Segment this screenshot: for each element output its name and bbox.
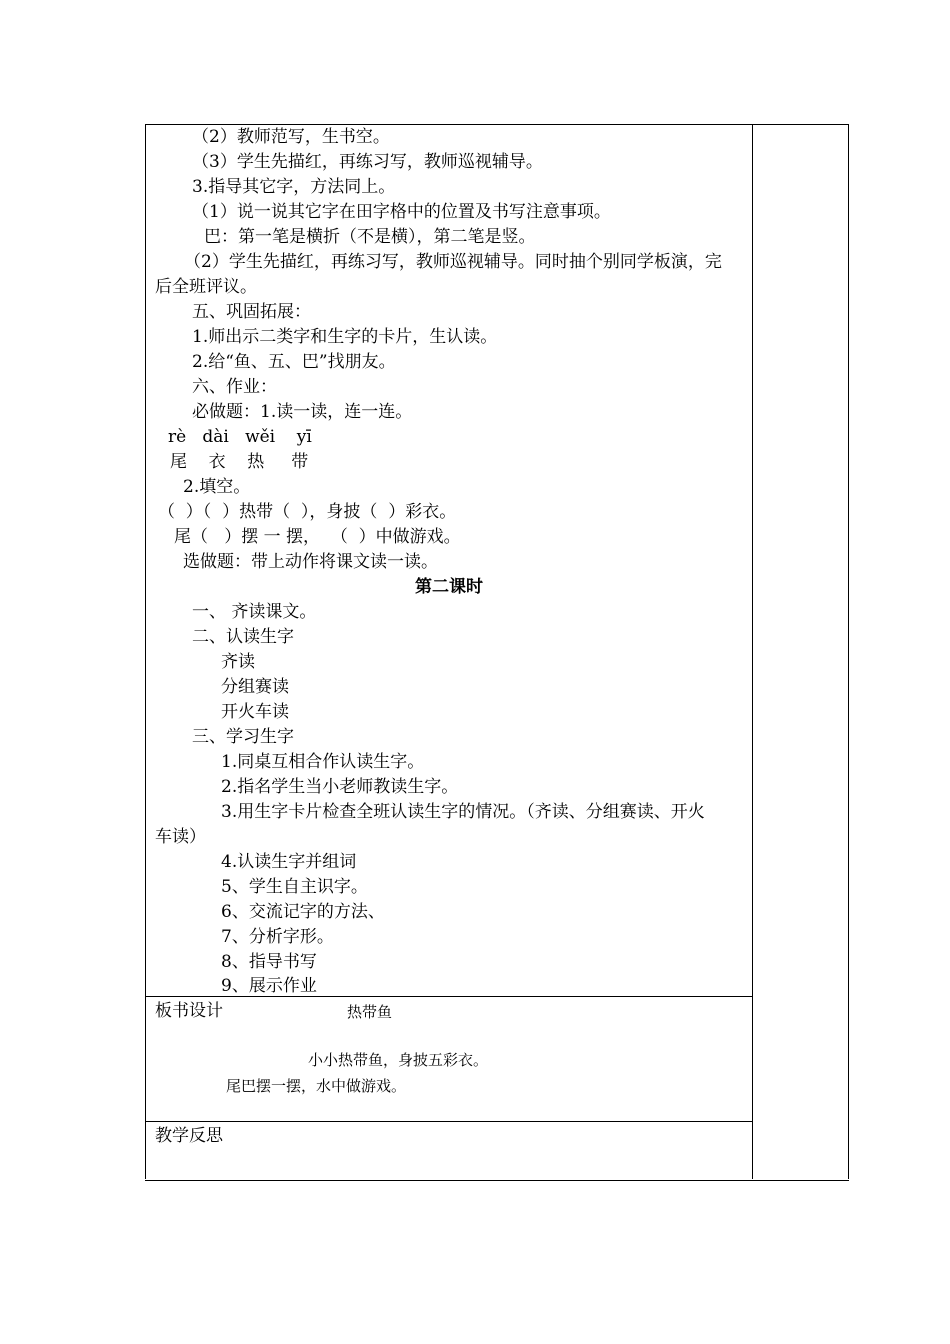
lesson-line: 2.指名学生当小老师教读生字。 [221, 777, 459, 797]
reflection-label: 教学反思 [155, 1126, 223, 1146]
row-divider-reflection [145, 1121, 753, 1122]
lesson-line: 分组赛读 [221, 677, 289, 697]
lesson-line: 选做题：带上动作将课文读一读。 [183, 552, 438, 572]
lesson-line: 1.同桌互相合作认读生字。 [221, 752, 425, 772]
lesson-line: 必做题：1.读一读，连一连。 [192, 402, 413, 422]
board-design-label: 板书设计 [155, 1001, 223, 1021]
board-line: 小小热带鱼，身披五彩衣。 [308, 1051, 489, 1069]
lesson-line: （1）说一说其它字在田字格中的位置及书写注意事项。 [192, 202, 611, 222]
lesson-line: 巴：第一笔是横折（不是横），第二笔是竖。 [204, 227, 536, 247]
section-heading: 二、认读生字 [192, 627, 294, 647]
fill-blank-line: （ ）（ ）热带（ ），身披（ ）彩衣。 [158, 502, 457, 522]
lesson-line: 8、指导书写 [221, 952, 317, 972]
lesson-line: （2）教师范写，生书空。 [192, 127, 390, 147]
lesson-line: 车读） [155, 827, 206, 847]
lesson-line: 1.师出示二类字和生字的卡片，生认读。 [192, 327, 498, 347]
board-title: 热带鱼 [347, 1003, 393, 1021]
lesson-line: 2.给“鱼、五、巴”找朋友。 [192, 352, 396, 372]
lesson-line: 5、学生自主识字。 [221, 877, 368, 897]
lesson-line: 7、分析字形。 [221, 927, 334, 947]
section-heading: 一、 齐读课文。 [192, 602, 317, 622]
section-heading: 六、作业： [192, 377, 277, 397]
character-row: 尾 衣 热 带 [170, 452, 309, 472]
lesson-line: 2.填空。 [183, 477, 251, 497]
lesson-line: （3）学生先描红，再练习写，教师巡视辅导。 [192, 152, 543, 172]
lesson-line: 齐读 [221, 652, 255, 672]
lesson-line: 6、交流记字的方法、 [221, 902, 385, 922]
table-border-right [848, 124, 849, 1179]
lesson-line: 9、展示作业 [221, 976, 317, 996]
lesson-line: 后全班评议。 [155, 277, 257, 297]
fill-blank-line: 尾（ ）摆 一 摆， （ ）中做游戏。 [174, 527, 461, 547]
lesson-line: （2）学生先描红，再练习写，教师巡视辅导。同时抽个别同学板演，完 [184, 252, 722, 272]
lesson-line: 4.认读生字并组词 [221, 852, 357, 872]
section-title: 第二课时 [415, 577, 483, 597]
lesson-line: 开火车读 [221, 702, 289, 722]
lesson-line: 3.用生字卡片检查全班认读生字的情况。（齐读、分组赛读、开火 [221, 802, 705, 822]
board-line: 尾巴摆一摆，水中做游戏。 [226, 1077, 407, 1095]
table-border-left [145, 124, 146, 1179]
lesson-line: 3.指导其它字，方法同上。 [192, 177, 396, 197]
table-border-inner-right [752, 124, 753, 1179]
section-heading: 三、学习生字 [192, 727, 294, 747]
section-heading: 五、巩固拓展： [192, 302, 311, 322]
pinyin-row: rè dài wěi yī [168, 427, 312, 447]
